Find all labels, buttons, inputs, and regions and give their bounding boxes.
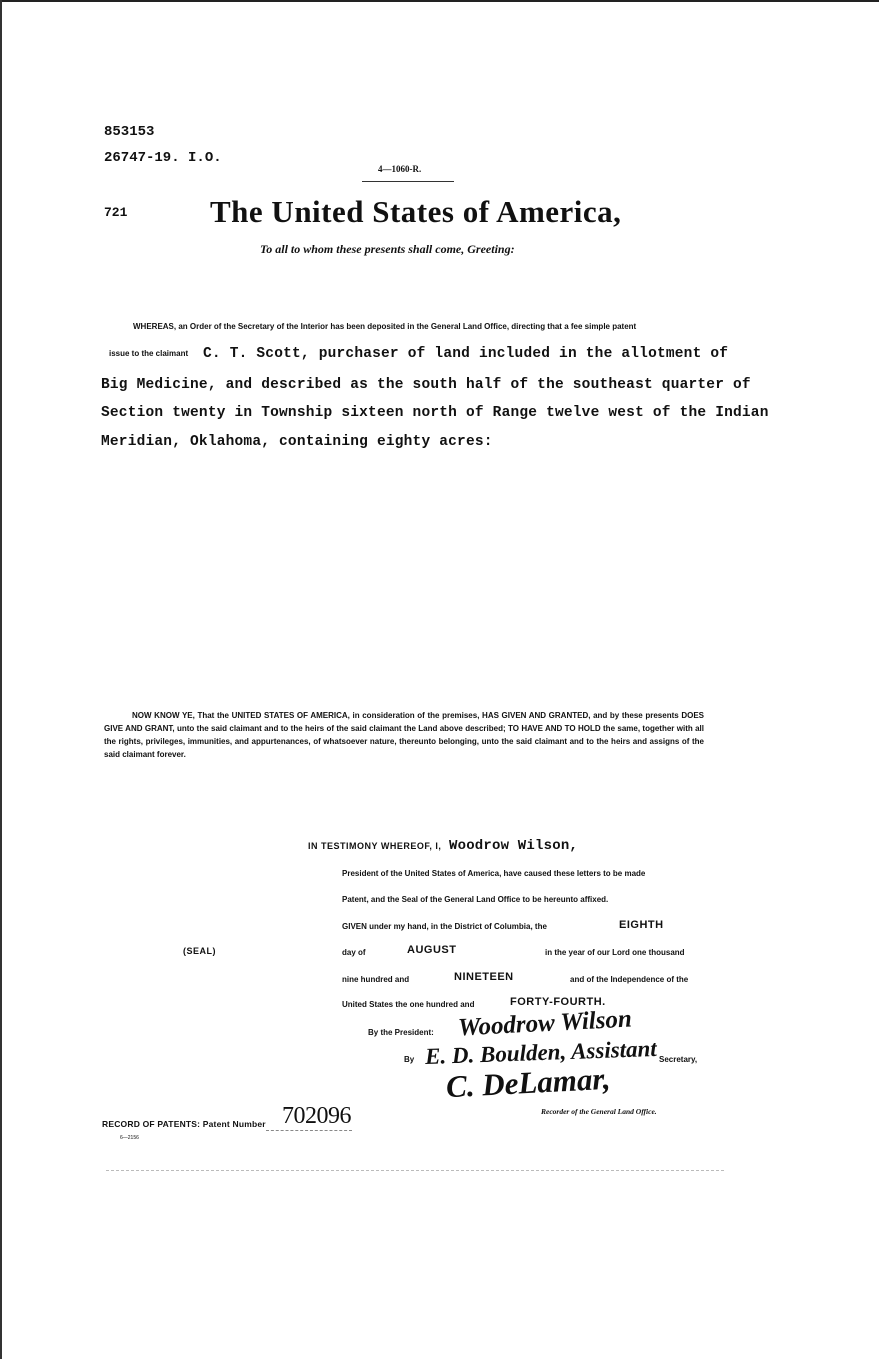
nine-hundred-label: nine hundred and [342,975,410,984]
bottom-divider [106,1170,724,1171]
form-underline [362,181,454,182]
seal-placeholder: (SEAL) [183,946,216,956]
month-value: AUGUST [407,944,457,956]
file-reference: 26747-19. I.O. [104,150,222,166]
by-label: By [404,1055,415,1064]
greeting-line: To all to whom these presents shall come, Greeting: [260,242,515,256]
grant-paragraph: NOW KNOW YE, That the UNITED STATES OF AMERICA, in consideration of the premises, HAS GIVEN AND GRANTED, and by these presents DOES GIVE AND GRANT, unto the said claimant and to the heirs of the said claimant the Land above described; TO HAVE AND TO HOLD the same, together with all the rights, privileges, immunities, and appurtenances, of whatsoever nature, thereunto belonging, unto the said claimant and to the heirs and assigns of the said claimant forever. [104,711,704,759]
patent-number-underline [266,1130,352,1131]
secretary-label: Secretary, [659,1055,698,1064]
testimony-line-1: President of the United States of America, have caused these letters to be made [342,869,646,878]
whereas-intro: WHEREAS, an Order of the Secretary of the Interior has been deposited in the General Land Office, directing that a fee simple patent [133,322,637,331]
issue-label: issue to the claimant [109,349,189,358]
description-line-2: Big Medicine, and described as the south half of the southeast quarter of [101,377,751,393]
president-signature: Woodrow Wilson [457,1005,633,1042]
patent-number: 702096 [282,1103,351,1129]
recorder-signature: C. DeLamar, [445,1060,612,1105]
record-label: RECORD OF PATENTS: Patent Number [102,1119,266,1129]
recorder-label: Recorder of the General Land Office. [541,1107,657,1116]
form-number: 4—1060-R. [378,164,422,174]
given-label: GIVEN under my hand, in the District of Columbia, the [342,922,547,931]
description-line-1: C. T. Scott, purchaser of land included in the allotment of [203,346,729,362]
president-name: Woodrow Wilson, [449,838,579,854]
description-line-4: Meridian, Oklahoma, containing eighty acres: [101,434,493,450]
by-president-label: By the President: [368,1028,434,1037]
us-label: United States the one hundred and [342,1000,475,1009]
testimony-intro: IN TESTIMONY WHEREOF, I, [308,841,442,851]
independence-label: and of the Independence of the [570,975,689,984]
independence-year-value: FORTY-FOURTH. [510,996,606,1008]
page-border-left [0,0,2,1359]
year-value: NINETEEN [454,971,514,983]
year-label: in the year of our Lord one thousand [545,948,685,957]
document-title: The United States of America, [210,194,622,229]
form-code: 6—2156 [120,1135,139,1141]
page-border-top [0,0,879,2]
testimony-line-2: Patent, and the Seal of the General Land Office to be hereunto affixed. [342,895,609,904]
day-of-label: day of [342,948,366,957]
description-line-3: Section twenty in Township sixteen north of Range twelve west of the Indian [101,405,769,421]
serial-number: 853153 [104,124,155,140]
secretary-signature: E. D. Boulden, Assistant [424,1035,658,1070]
book-number: 721 [104,205,128,220]
day-value: EIGHTH [619,919,664,931]
